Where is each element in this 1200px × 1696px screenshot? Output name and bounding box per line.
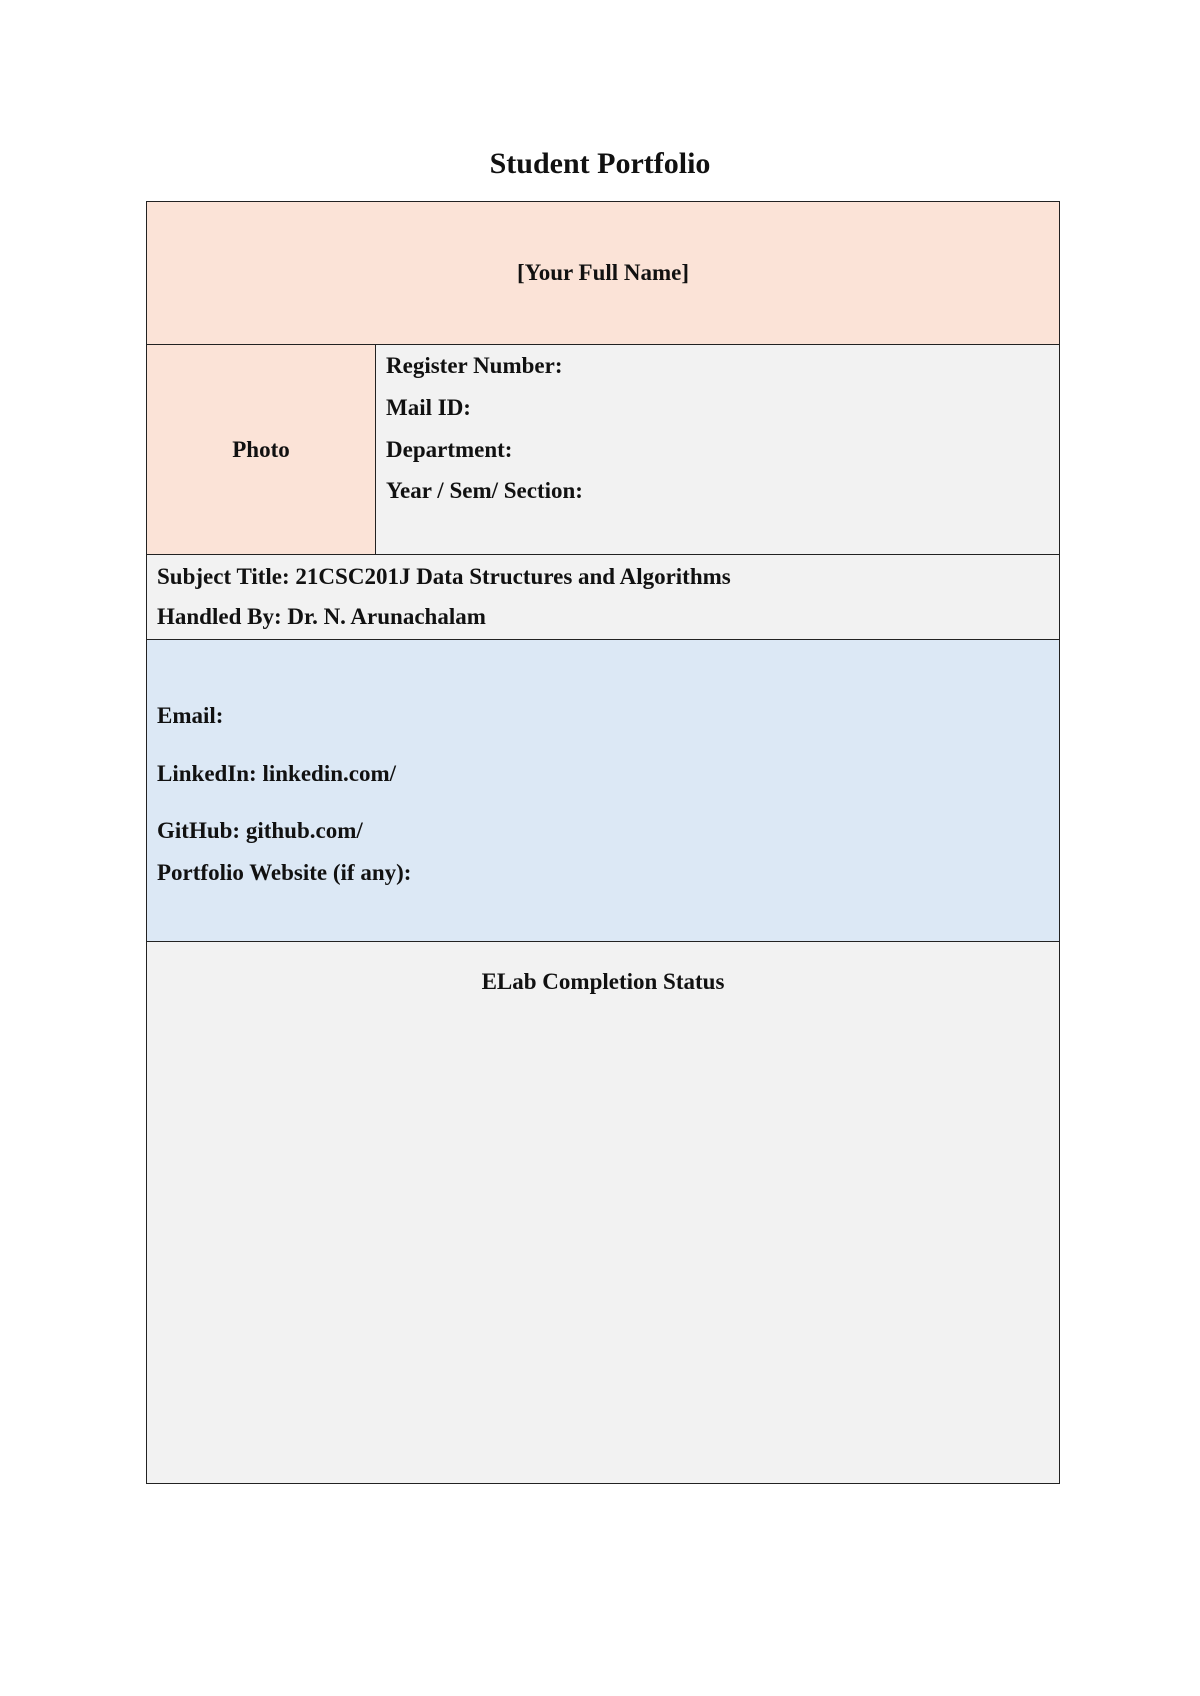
portfolio-table: [146, 201, 1060, 1484]
portfolio-website-label: Portfolio Website (if any):: [157, 860, 412, 885]
elab-status-row: [147, 942, 1059, 1483]
handled-by: Handled By: Dr. N. Arunachalam: [157, 604, 486, 629]
department-label: Department:: [386, 437, 513, 462]
student-details-cell: [376, 345, 1059, 554]
page-title: Student Portfolio: [489, 147, 711, 180]
elab-status-heading: ELab Completion Status: [481, 969, 725, 994]
register-number-label: Register Number:: [386, 353, 563, 378]
subject-title: Subject Title: 21CSC201J Data Structures and Algorithms: [157, 564, 731, 589]
photo-cell: [147, 345, 376, 554]
subject-row: [147, 555, 1059, 640]
full-name-placeholder: [Your Full Name]: [516, 260, 690, 285]
mail-id-label: Mail ID:: [386, 395, 471, 420]
photo-label: Photo: [232, 436, 290, 462]
contact-row: [147, 640, 1059, 942]
year-sem-section-label: Year / Sem/ Section:: [386, 478, 583, 503]
linkedin-label: LinkedIn: linkedin.com/: [157, 761, 397, 786]
student-info-row: [147, 345, 1059, 555]
email-label: Email:: [157, 703, 224, 728]
full-name-row: [147, 202, 1059, 345]
github-label: GitHub: github.com/: [157, 818, 363, 843]
